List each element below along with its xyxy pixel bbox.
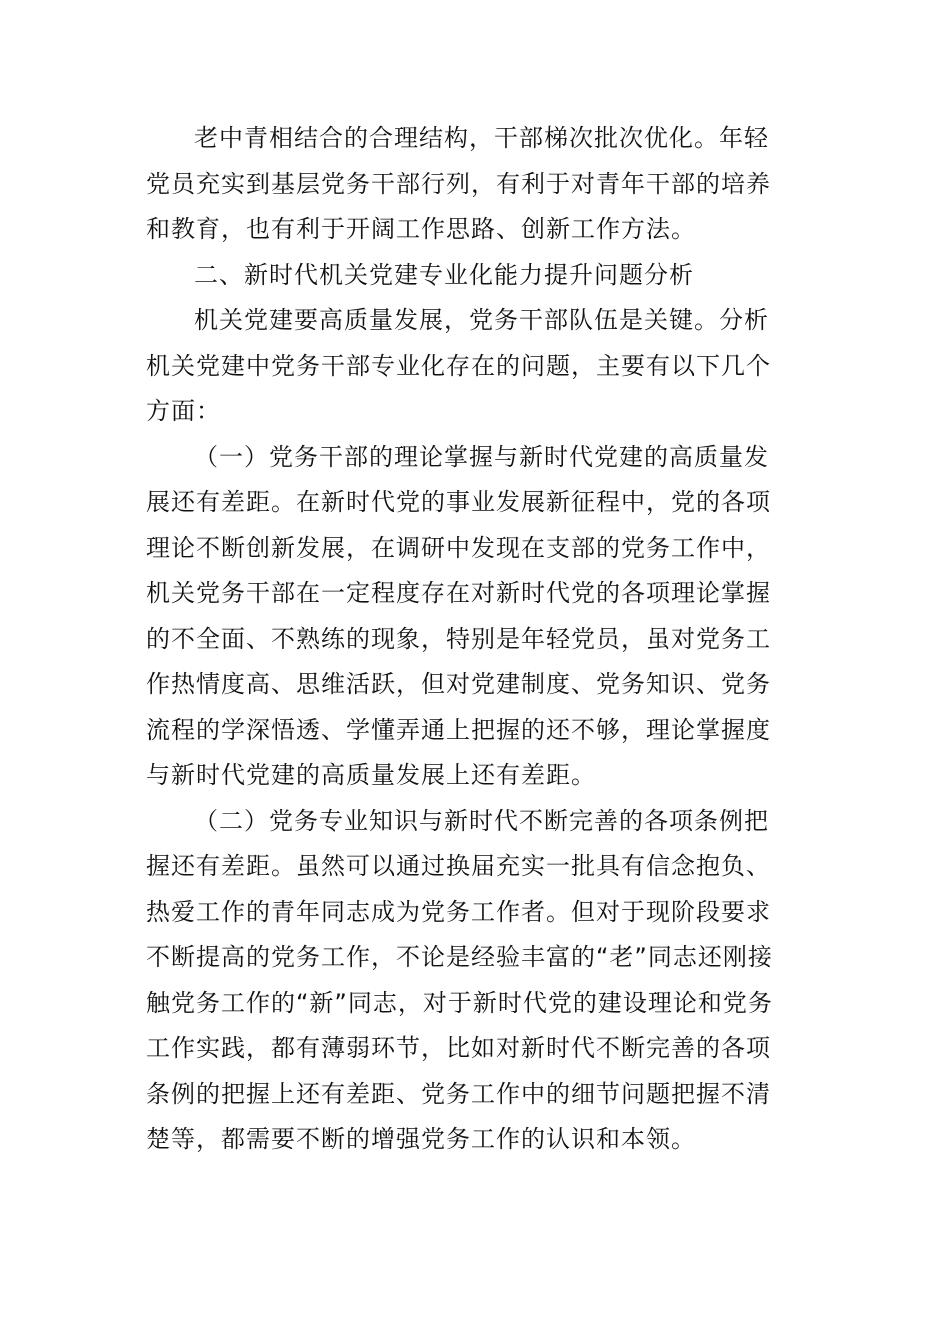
paragraph-line: 老中青相结合的合理结构，干部梯次批次优化。年轻: [194, 124, 769, 152]
paragraph-line: 楚等，都需要不断的增强党务工作的认识和本领。: [146, 1125, 696, 1153]
subsection-heading: （二）党务专业知识与新时代不断完善的各项条例把: [194, 807, 769, 835]
paragraph-line: 流程的学深悟透、学懂弄通上把握的还不够，理论掌握度: [146, 716, 771, 744]
paragraph-line: 触党务工作的“新”同志，对于新时代党的建设理论和党务: [146, 989, 773, 1017]
paragraph-line: 握还有差距。虽然可以通过换届充实一批具有信念抱负、: [146, 852, 771, 880]
paragraph-line: 机关党务干部在一定程度存在对新时代党的各项理论掌握: [146, 579, 771, 607]
paragraph-line: 机关党建中党务干部专业化存在的问题，主要有以下几个: [146, 352, 771, 380]
paragraph-line: 不断提高的党务工作，不论是经验丰富的“老”同志还刚接: [146, 943, 773, 971]
paragraph-line: 方面：: [146, 397, 221, 425]
paragraph-line: 党员充实到基层党务干部行列，有利于对青年干部的培养: [146, 170, 771, 198]
paragraph-line: 热爱工作的青年同志成为党务工作者。但对于现阶段要求: [146, 898, 771, 926]
paragraph-line: 与新时代党建的高质量发展上还有差距。: [146, 761, 596, 789]
paragraph-line: 理论不断创新发展，在调研中发现在支部的党务工作中，: [146, 534, 771, 562]
subsection-heading: （一）党务干部的理论掌握与新时代党建的高质量发: [194, 443, 769, 471]
section-heading: 二、新时代机关党建专业化能力提升问题分析: [194, 261, 694, 289]
paragraph-line: 机关党建要高质量发展，党务干部队伍是关键。分析: [194, 306, 769, 334]
paragraph-line: 工作实践，都有薄弱环节，比如对新时代不断完善的各项: [146, 1034, 771, 1062]
paragraph-line: 作热情度高、思维活跃，但对党建制度、党务知识、党务: [146, 670, 771, 698]
paragraph-line: 条例的把握上还有差距、党务工作中的细节问题把握不清: [146, 1080, 771, 1108]
paragraph-line: 和教育，也有利于开阔工作思路、创新工作方法。: [146, 215, 696, 243]
paragraph-line: 的不全面、不熟练的现象，特别是年轻党员，虽对党务工: [146, 625, 771, 653]
paragraph-line: 展还有差距。在新时代党的事业发展新征程中，党的各项: [146, 488, 771, 516]
